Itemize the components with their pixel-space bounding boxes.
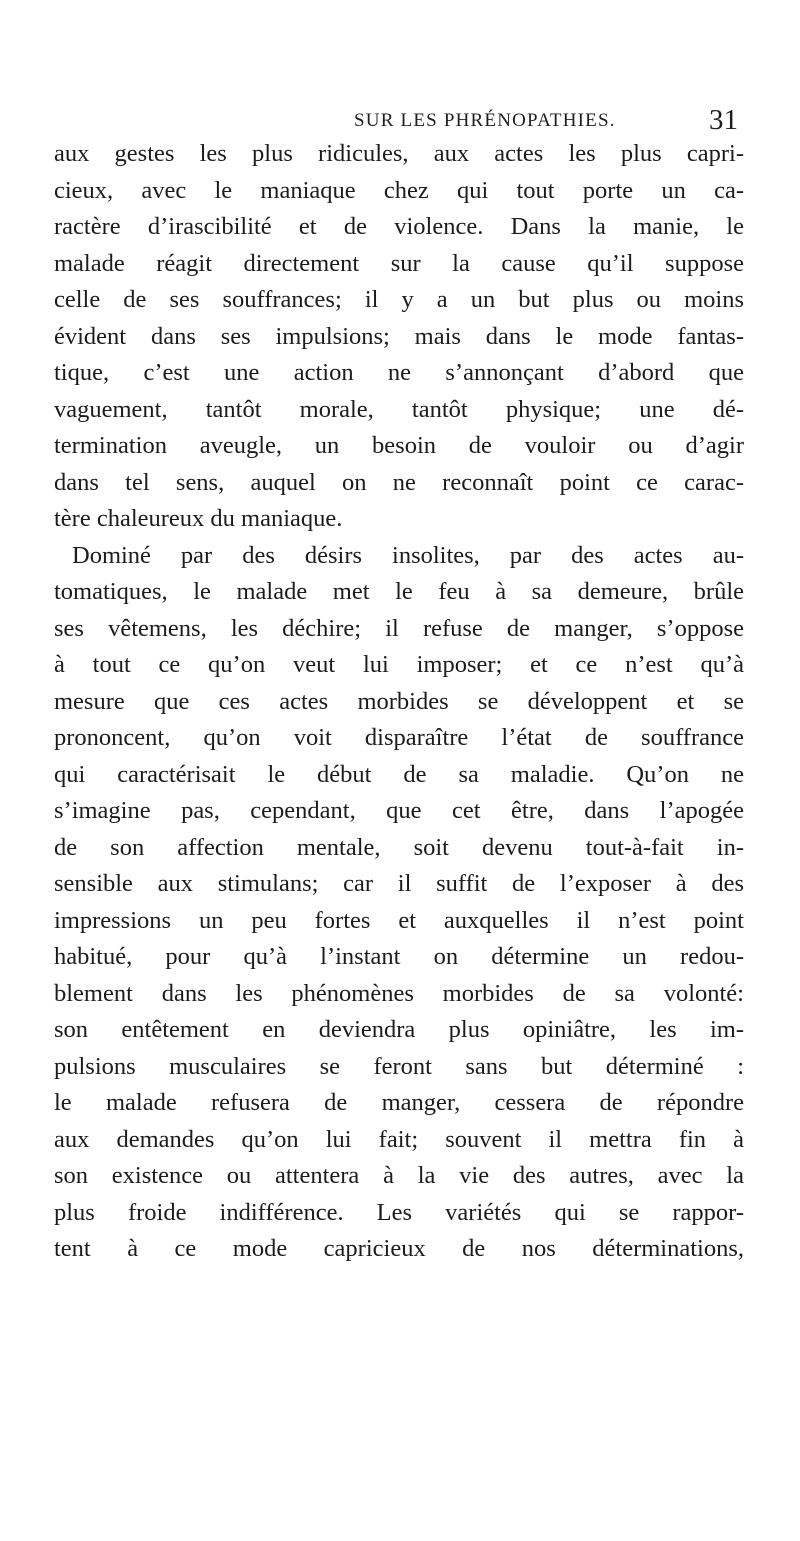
page-number: 31 [709,104,738,136]
text-line: celle de ses souffrances; il y a un but plus ou moins [54,286,744,313]
text-line: ses vêtemens, les déchire; il refuse de manger, s’oppose [54,614,744,642]
text-line: tent à ce mode capricieux de nos déterminations, [54,1235,744,1262]
text-line: aux gestes les plus ridicules, aux actes les plus capri- [54,140,744,167]
text-line-paragraph-start: Dominé par des désirs insolites, par des actes au- [72,541,744,569]
text-line: ractère d’irascibilité et de violence. Dans la manie, le [54,213,744,240]
text-line: qui caractérisait le début de sa maladie. Qu’on ne [54,760,744,788]
text-line: prononcent, qu’on voit disparaître l’état de souffrance [54,724,744,751]
text-line: pulsions musculaires se feront sans but déterminé : [54,1052,744,1080]
text-line: dans tel sens, auquel on ne reconnaît point ce carac- [54,468,744,496]
running-head: SUR LES PHRÉNOPATHIES. [354,110,616,131]
text-line-paragraph-end: tère chaleureux du maniaque. [54,505,343,532]
text-line: vaguement, tantôt morale, tantôt physique; une dé- [54,395,744,423]
body-text [54,136,744,1268]
text-line: son entêtement en deviendra plus opiniâtre, les im- [54,1016,744,1043]
text-line: mesure que ces actes morbides se développent et se [54,687,744,715]
text-line: sensible aux stimulans; car il suffit de l’exposer à des [54,870,744,897]
text-line: évident dans ses impulsions; mais dans le mode fantas- [54,322,744,350]
text-line: s’imagine pas, cependant, que cet être, dans l’apogée [54,797,744,824]
text-line: tique, c’est une action ne s’annonçant d’abord que [54,359,744,386]
text-line: à tout ce qu’on veut lui imposer; et ce n’est qu’à [54,651,744,678]
text-line: tomatiques, le malade met le feu à sa demeure, brûle [54,578,744,605]
text-line: blement dans les phénomènes morbides de sa volonté: [54,979,744,1007]
text-line: de son affection mentale, soit devenu tout-à-fait in- [54,833,744,861]
text-line: plus froide indifférence. Les variétés qui se rappor- [54,1198,744,1226]
text-line: aux demandes qu’on lui fait; souvent il mettra fin à [54,1125,744,1153]
text-line: termination aveugle, un besoin de vouloir ou d’agir [54,432,744,459]
text-line: son existence ou attentera à la vie des autres, avec la [54,1162,744,1189]
text-line: impressions un peu fortes et auxquelles il n’est point [54,906,744,934]
text-line: malade réagit directement sur la cause qu’il suppose [54,249,744,277]
text-line: cieux, avec le maniaque chez qui tout porte un ca- [54,176,744,204]
text-line: le malade refusera de manger, cessera de répondre [54,1089,744,1116]
page-header [54,104,744,138]
text-line: habitué, pour qu’à l’instant on détermine un redou- [54,943,744,970]
